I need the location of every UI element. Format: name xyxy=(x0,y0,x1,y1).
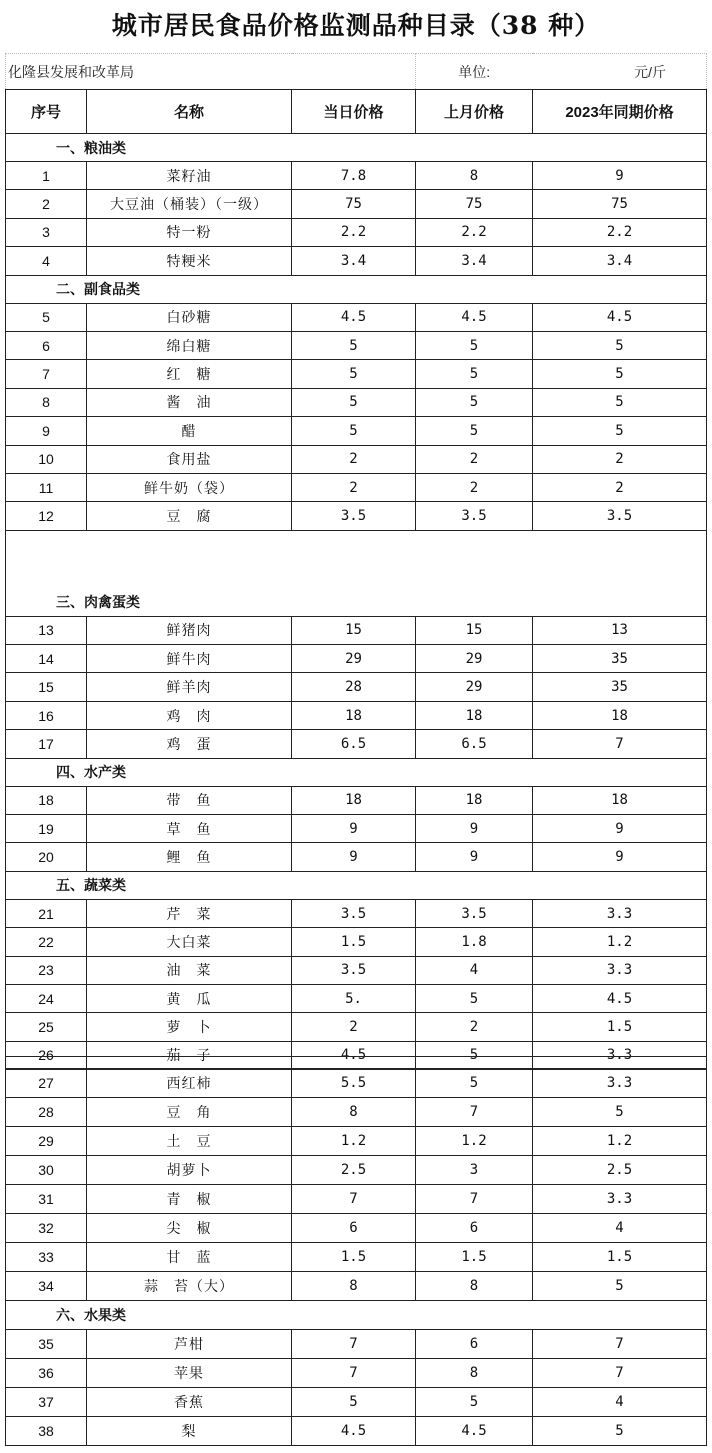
item-index: 5 xyxy=(6,303,87,331)
today-price: 8 xyxy=(292,1272,416,1301)
same-period-price: 3.3 xyxy=(533,956,707,984)
item-name: 醋 xyxy=(87,417,292,445)
today-price: 29 xyxy=(292,645,416,673)
category-row xyxy=(6,758,707,786)
last-month-price: 5 xyxy=(416,331,533,359)
item-name: 鸡 肉 xyxy=(87,701,292,729)
item-index: 2 xyxy=(6,190,87,218)
same-period-price: 2 xyxy=(533,445,707,473)
table-row xyxy=(6,190,707,218)
same-period-price: 3.5 xyxy=(533,502,707,530)
price-table-part-1 xyxy=(5,53,707,1070)
same-period-price: 1.2 xyxy=(533,1127,707,1156)
category-row xyxy=(6,871,707,899)
table-row xyxy=(6,1243,707,1272)
category-row xyxy=(6,275,707,303)
today-price: 2 xyxy=(292,473,416,501)
item-name: 菜籽油 xyxy=(87,162,292,190)
table-row xyxy=(6,701,707,729)
item-index: 16 xyxy=(6,701,87,729)
item-index: 15 xyxy=(6,673,87,701)
last-month-price: 18 xyxy=(416,701,533,729)
item-name: 鲜牛肉 xyxy=(87,645,292,673)
unit-label: 单位: xyxy=(416,54,533,90)
last-month-price: 8 xyxy=(416,1359,533,1388)
same-period-price: 3.4 xyxy=(533,247,707,275)
item-name: 茄 子 xyxy=(87,1041,292,1069)
same-period-price: 5 xyxy=(533,1417,707,1446)
item-name: 香蕉 xyxy=(87,1388,292,1417)
category-filler xyxy=(292,1301,707,1330)
today-price: 4.5 xyxy=(292,1417,416,1446)
header-last-month-price: 上月价格 xyxy=(416,90,533,134)
item-index: 1 xyxy=(6,162,87,190)
today-price: 4.5 xyxy=(292,1041,416,1069)
last-month-price: 2.2 xyxy=(416,218,533,246)
same-period-price: 4 xyxy=(533,1214,707,1243)
today-price: 1.5 xyxy=(292,928,416,956)
last-month-price: 8 xyxy=(416,162,533,190)
table-row xyxy=(6,473,707,501)
same-period-price: 2.2 xyxy=(533,218,707,246)
item-name: 带 鱼 xyxy=(87,786,292,814)
table-row xyxy=(6,815,707,843)
same-period-price: 3.3 xyxy=(533,1185,707,1214)
same-period-price: 5 xyxy=(533,388,707,416)
header-same-period-price: 2023年同期价格 xyxy=(533,90,707,134)
table-row xyxy=(6,1388,707,1417)
same-period-price: 13 xyxy=(533,616,707,644)
table-row xyxy=(6,899,707,927)
table-row xyxy=(6,673,707,701)
same-period-price: 5 xyxy=(533,360,707,388)
last-month-price: 5 xyxy=(416,1388,533,1417)
last-month-price: 1.5 xyxy=(416,1243,533,1272)
item-index: 37 xyxy=(6,1388,87,1417)
today-price: 2 xyxy=(292,445,416,473)
today-price: 6.5 xyxy=(292,730,416,758)
today-price: 5. xyxy=(292,984,416,1012)
last-month-price: 7 xyxy=(416,1185,533,1214)
same-period-price: 1.5 xyxy=(533,1243,707,1272)
item-index: 35 xyxy=(6,1330,87,1359)
item-name: 大白菜 xyxy=(87,928,292,956)
item-index: 34 xyxy=(6,1272,87,1301)
item-name: 特一粉 xyxy=(87,218,292,246)
item-name: 特粳米 xyxy=(87,247,292,275)
category-row xyxy=(6,1301,707,1330)
same-period-price: 75 xyxy=(533,190,707,218)
item-index: 30 xyxy=(6,1156,87,1185)
same-period-price: 3.3 xyxy=(533,899,707,927)
table-row xyxy=(6,502,707,530)
table-row xyxy=(6,1359,707,1388)
item-index: 28 xyxy=(6,1098,87,1127)
today-price: 2 xyxy=(292,1013,416,1041)
table-row xyxy=(6,928,707,956)
item-name: 尖 椒 xyxy=(87,1214,292,1243)
today-price: 2.5 xyxy=(292,1156,416,1185)
last-month-price: 7 xyxy=(416,1098,533,1127)
item-index: 27 xyxy=(6,1069,87,1098)
category-filler xyxy=(292,871,707,899)
unit-value: 元/斤 xyxy=(533,54,707,90)
table-row xyxy=(6,1069,707,1098)
last-month-price: 2 xyxy=(416,1013,533,1041)
table-row xyxy=(6,956,707,984)
item-index: 3 xyxy=(6,218,87,246)
item-name: 黄 瓜 xyxy=(87,984,292,1012)
today-price: 15 xyxy=(292,616,416,644)
last-month-price: 5 xyxy=(416,388,533,416)
today-price: 18 xyxy=(292,701,416,729)
same-period-price: 5 xyxy=(533,1098,707,1127)
today-price: 5.5 xyxy=(292,1069,416,1098)
table-row xyxy=(6,984,707,1012)
today-price: 7 xyxy=(292,1330,416,1359)
last-month-price: 5 xyxy=(416,1069,533,1098)
item-index: 18 xyxy=(6,786,87,814)
item-name: 西红柿 xyxy=(87,1069,292,1098)
today-price: 75 xyxy=(292,190,416,218)
today-price: 7.8 xyxy=(292,162,416,190)
today-price: 3.4 xyxy=(292,247,416,275)
item-index: 19 xyxy=(6,815,87,843)
today-price: 3.5 xyxy=(292,502,416,530)
last-month-price: 15 xyxy=(416,616,533,644)
today-price: 5 xyxy=(292,417,416,445)
last-month-price: 1.2 xyxy=(416,1127,533,1156)
today-price: 5 xyxy=(292,331,416,359)
header-index: 序号 xyxy=(6,90,87,134)
item-name: 绵白糖 xyxy=(87,331,292,359)
today-price: 18 xyxy=(292,786,416,814)
category-label: 六、水果类 xyxy=(6,1301,292,1330)
item-name: 鲜牛奶（袋） xyxy=(87,473,292,501)
last-month-price: 3.4 xyxy=(416,247,533,275)
today-price: 4.5 xyxy=(292,303,416,331)
last-month-price: 3.5 xyxy=(416,899,533,927)
same-period-price: 3.3 xyxy=(533,1069,707,1098)
item-index: 8 xyxy=(6,388,87,416)
last-month-price: 8 xyxy=(416,1272,533,1301)
table-row xyxy=(6,1013,707,1041)
category-label: 四、水产类 xyxy=(6,758,292,786)
same-period-price: 1.2 xyxy=(533,928,707,956)
last-month-price: 29 xyxy=(416,673,533,701)
item-index: 26 xyxy=(6,1041,87,1069)
item-index: 17 xyxy=(6,730,87,758)
same-period-price: 4.5 xyxy=(533,984,707,1012)
last-month-price: 6.5 xyxy=(416,730,533,758)
item-index: 25 xyxy=(6,1013,87,1041)
table-row xyxy=(6,247,707,275)
organization-name: 化隆县发展和改革局 xyxy=(6,54,416,90)
item-index: 33 xyxy=(6,1243,87,1272)
last-month-price: 9 xyxy=(416,843,533,871)
item-index: 14 xyxy=(6,645,87,673)
item-index: 7 xyxy=(6,360,87,388)
last-month-price: 3 xyxy=(416,1156,533,1185)
table-row xyxy=(6,417,707,445)
today-price: 3.5 xyxy=(292,956,416,984)
header-row xyxy=(6,90,707,134)
today-price: 5 xyxy=(292,1388,416,1417)
item-index: 12 xyxy=(6,502,87,530)
today-price: 6 xyxy=(292,1214,416,1243)
same-period-price: 2 xyxy=(533,473,707,501)
last-month-price: 4.5 xyxy=(416,1417,533,1446)
same-period-price: 7 xyxy=(533,1330,707,1359)
last-month-price: 5 xyxy=(416,1041,533,1069)
table-row xyxy=(6,1185,707,1214)
item-name: 鲤 鱼 xyxy=(87,843,292,871)
table-row xyxy=(6,1156,707,1185)
table-row xyxy=(6,388,707,416)
item-index: 29 xyxy=(6,1127,87,1156)
item-index: 13 xyxy=(6,616,87,644)
item-index: 38 xyxy=(6,1417,87,1446)
item-index: 23 xyxy=(6,956,87,984)
category-label: 二、副食品类 xyxy=(6,275,292,303)
same-period-price: 4 xyxy=(533,1388,707,1417)
item-name: 梨 xyxy=(87,1417,292,1446)
table-row xyxy=(6,843,707,871)
today-price: 7 xyxy=(292,1185,416,1214)
same-period-price: 5 xyxy=(533,331,707,359)
today-price: 8 xyxy=(292,1098,416,1127)
table-row xyxy=(6,1098,707,1127)
table-row xyxy=(6,730,707,758)
category-filler xyxy=(292,134,707,162)
same-period-price: 9 xyxy=(533,843,707,871)
last-month-price: 5 xyxy=(416,984,533,1012)
same-period-price: 35 xyxy=(533,673,707,701)
category-row xyxy=(6,134,707,162)
item-index: 24 xyxy=(6,984,87,1012)
same-period-price: 3.3 xyxy=(533,1041,707,1069)
table-row xyxy=(6,303,707,331)
price-table-part-2 xyxy=(5,1068,707,1446)
same-period-price: 18 xyxy=(533,786,707,814)
last-month-price: 2 xyxy=(416,473,533,501)
category-filler xyxy=(292,530,707,616)
item-name: 芹 菜 xyxy=(87,899,292,927)
item-name: 豆 腐 xyxy=(87,502,292,530)
item-index: 9 xyxy=(6,417,87,445)
last-month-price: 18 xyxy=(416,786,533,814)
header-name: 名称 xyxy=(87,90,292,134)
item-name: 大豆油（桶装）（一级） xyxy=(87,190,292,218)
last-month-price: 4.5 xyxy=(416,303,533,331)
item-name: 食用盐 xyxy=(87,445,292,473)
item-name: 草 鱼 xyxy=(87,815,292,843)
item-name: 胡萝卜 xyxy=(87,1156,292,1185)
same-period-price: 7 xyxy=(533,1359,707,1388)
item-index: 11 xyxy=(6,473,87,501)
last-month-price: 5 xyxy=(416,360,533,388)
today-price: 3.5 xyxy=(292,899,416,927)
last-month-price: 4 xyxy=(416,956,533,984)
item-name: 土 豆 xyxy=(87,1127,292,1156)
last-month-price: 2 xyxy=(416,445,533,473)
same-period-price: 7 xyxy=(533,730,707,758)
last-month-price: 1.8 xyxy=(416,928,533,956)
today-price: 9 xyxy=(292,815,416,843)
category-filler xyxy=(292,275,707,303)
category-row xyxy=(6,530,707,616)
item-index: 31 xyxy=(6,1185,87,1214)
last-month-price: 75 xyxy=(416,190,533,218)
item-name: 芦柑 xyxy=(87,1330,292,1359)
same-period-price: 9 xyxy=(533,162,707,190)
table-row xyxy=(6,162,707,190)
last-month-price: 5 xyxy=(416,417,533,445)
same-period-price: 4.5 xyxy=(533,303,707,331)
item-index: 32 xyxy=(6,1214,87,1243)
item-name: 鲜猪肉 xyxy=(87,616,292,644)
today-price: 7 xyxy=(292,1359,416,1388)
today-price: 5 xyxy=(292,360,416,388)
item-name: 鲜羊肉 xyxy=(87,673,292,701)
item-name: 苹果 xyxy=(87,1359,292,1388)
table-row xyxy=(6,616,707,644)
item-name: 甘 蓝 xyxy=(87,1243,292,1272)
item-name: 蒜 苔（大） xyxy=(87,1272,292,1301)
today-price: 28 xyxy=(292,673,416,701)
table-row xyxy=(6,1127,707,1156)
item-name: 酱 油 xyxy=(87,388,292,416)
same-period-price: 5 xyxy=(533,1272,707,1301)
item-name: 豆 角 xyxy=(87,1098,292,1127)
same-period-price: 35 xyxy=(533,645,707,673)
item-index: 6 xyxy=(6,331,87,359)
header-today-price: 当日价格 xyxy=(292,90,416,134)
today-price: 2.2 xyxy=(292,218,416,246)
table-row xyxy=(6,1330,707,1359)
table-row xyxy=(6,218,707,246)
last-month-price: 6 xyxy=(416,1214,533,1243)
item-name: 白砂糖 xyxy=(87,303,292,331)
category-label: 三、肉禽蛋类 xyxy=(6,530,292,616)
page-title: 城市居民食品价格监测品种目录（38 种） xyxy=(111,11,601,40)
same-period-price: 2.5 xyxy=(533,1156,707,1185)
item-index: 4 xyxy=(6,247,87,275)
item-index: 22 xyxy=(6,928,87,956)
same-period-price: 18 xyxy=(533,701,707,729)
last-month-price: 29 xyxy=(416,645,533,673)
table-row xyxy=(6,786,707,814)
same-period-price: 1.5 xyxy=(533,1013,707,1041)
category-label: 五、蔬菜类 xyxy=(6,871,292,899)
item-name: 青 椒 xyxy=(87,1185,292,1214)
today-price: 1.2 xyxy=(292,1127,416,1156)
item-name: 萝 卜 xyxy=(87,1013,292,1041)
category-filler xyxy=(292,758,707,786)
last-month-price: 9 xyxy=(416,815,533,843)
last-month-price: 3.5 xyxy=(416,502,533,530)
category-label: 一、粮油类 xyxy=(6,134,292,162)
same-period-price: 9 xyxy=(533,815,707,843)
same-period-price: 5 xyxy=(533,417,707,445)
table-row xyxy=(6,360,707,388)
table-row xyxy=(6,645,707,673)
table-row xyxy=(6,445,707,473)
table-row xyxy=(6,331,707,359)
meta-row xyxy=(6,54,707,90)
today-price: 5 xyxy=(292,388,416,416)
item-name: 红 糖 xyxy=(87,360,292,388)
item-name: 鸡 蛋 xyxy=(87,730,292,758)
item-index: 21 xyxy=(6,899,87,927)
table-row xyxy=(6,1417,707,1446)
table-row xyxy=(6,1272,707,1301)
item-name: 油 菜 xyxy=(87,956,292,984)
table-row xyxy=(6,1214,707,1243)
today-price: 1.5 xyxy=(292,1243,416,1272)
item-index: 36 xyxy=(6,1359,87,1388)
today-price: 9 xyxy=(292,843,416,871)
item-index: 20 xyxy=(6,843,87,871)
last-month-price: 6 xyxy=(416,1330,533,1359)
item-index: 10 xyxy=(6,445,87,473)
